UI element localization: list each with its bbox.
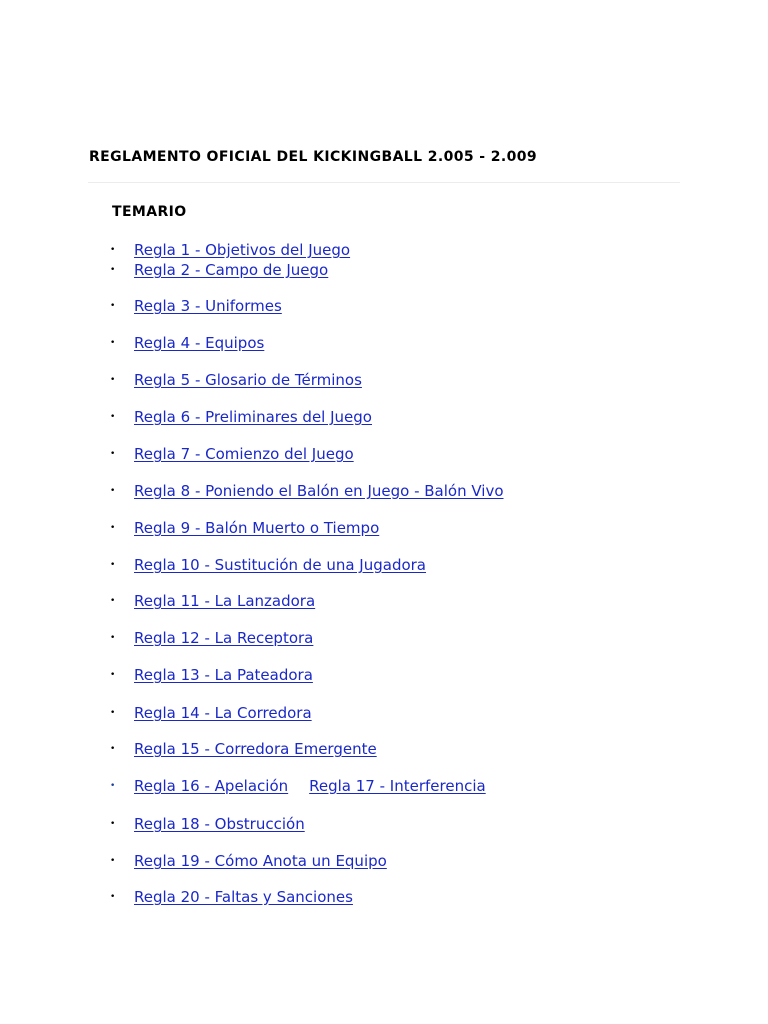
page-title: REGLAMENTO OFICIAL DEL KICKINGBALL 2.005 - 2.009 [89, 149, 538, 165]
toc-item-regla-10 [110, 555, 426, 575]
bullet: • [110, 744, 116, 754]
bullet: • [110, 708, 116, 718]
link-regla-14[interactable]: Regla 14 - La Corredora [134, 704, 312, 722]
bullet: • [110, 781, 116, 791]
toc-item-regla-9 [110, 518, 379, 538]
toc-item-regla-13 [110, 665, 313, 685]
toc-item-regla-11 [110, 591, 315, 611]
bullet: • [110, 892, 116, 902]
link-regla-5[interactable]: Regla 5 - Glosario de Términos [134, 371, 362, 389]
toc-item-regla-7 [110, 444, 354, 464]
bullet: • [110, 856, 116, 866]
toc-item-regla-19 [110, 851, 387, 871]
link-regla-8[interactable]: Regla 8 - Poniendo el Balón en Juego - Balón Vivo [134, 482, 504, 500]
bullet: • [110, 670, 116, 680]
bullet: • [110, 449, 116, 459]
link-regla-1[interactable]: Regla 1 - Objetivos del Juego [134, 241, 351, 259]
bullet: • [110, 523, 116, 533]
bullet: • [110, 819, 116, 829]
link-regla-10[interactable]: Regla 10 - Sustitución de una Jugadora [134, 556, 427, 574]
toc-item-regla-4 [110, 333, 264, 353]
toc-item-regla-15 [110, 739, 377, 759]
bullet: • [110, 596, 116, 606]
bullet: • [110, 486, 116, 496]
link-regla-2[interactable]: Regla 2 - Campo de Juego [134, 261, 329, 279]
bullet: • [110, 265, 116, 275]
toc-item-regla-6 [110, 407, 372, 427]
link-regla-3[interactable]: Regla 3 - Uniformes [134, 297, 282, 315]
bullet: • [110, 560, 116, 570]
bullet: • [110, 633, 116, 643]
toc-item-regla-20 [110, 887, 353, 907]
bullet: • [110, 301, 116, 311]
link-regla-17[interactable]: Regla 17 - Interferencia [309, 777, 486, 795]
toc-item-regla-1 [110, 240, 350, 260]
link-regla-13[interactable]: Regla 13 - La Pateadora [134, 666, 313, 684]
toc-item-regla-16-17 [110, 776, 486, 796]
bullet: • [110, 375, 116, 385]
link-regla-11[interactable]: Regla 11 - La Lanzadora [134, 592, 316, 610]
link-regla-20[interactable]: Regla 20 - Faltas y Sanciones [134, 888, 353, 906]
toc-item-regla-12 [110, 628, 313, 648]
link-regla-16[interactable]: Regla 16 - Apelación [134, 777, 289, 795]
link-regla-6[interactable]: Regla 6 - Preliminares del Juego [134, 408, 372, 426]
bullet: • [110, 412, 116, 422]
toc-item-regla-14 [110, 703, 312, 723]
divider [88, 182, 680, 183]
link-regla-19[interactable]: Regla 19 - Cómo Anota un Equipo [134, 852, 387, 870]
bullet: • [110, 245, 116, 255]
link-regla-18[interactable]: Regla 18 - Obstrucción [134, 815, 305, 833]
toc-item-regla-18 [110, 814, 305, 834]
toc-item-regla-8 [110, 481, 504, 501]
link-regla-7[interactable]: Regla 7 - Comienzo del Juego [134, 445, 354, 463]
toc-item-regla-2 [110, 260, 328, 280]
link-regla-12[interactable]: Regla 12 - La Receptora [134, 629, 314, 647]
link-regla-9[interactable]: Regla 9 - Balón Muerto o Tiempo [134, 519, 380, 537]
bullet: • [110, 338, 116, 348]
toc-item-regla-5 [110, 370, 362, 390]
toc-item-regla-3 [110, 296, 282, 316]
section-heading-temario: TEMARIO [112, 204, 187, 220]
link-regla-4[interactable]: Regla 4 - Equipos [134, 334, 265, 352]
link-regla-15[interactable]: Regla 15 - Corredora Emergente [134, 740, 377, 758]
